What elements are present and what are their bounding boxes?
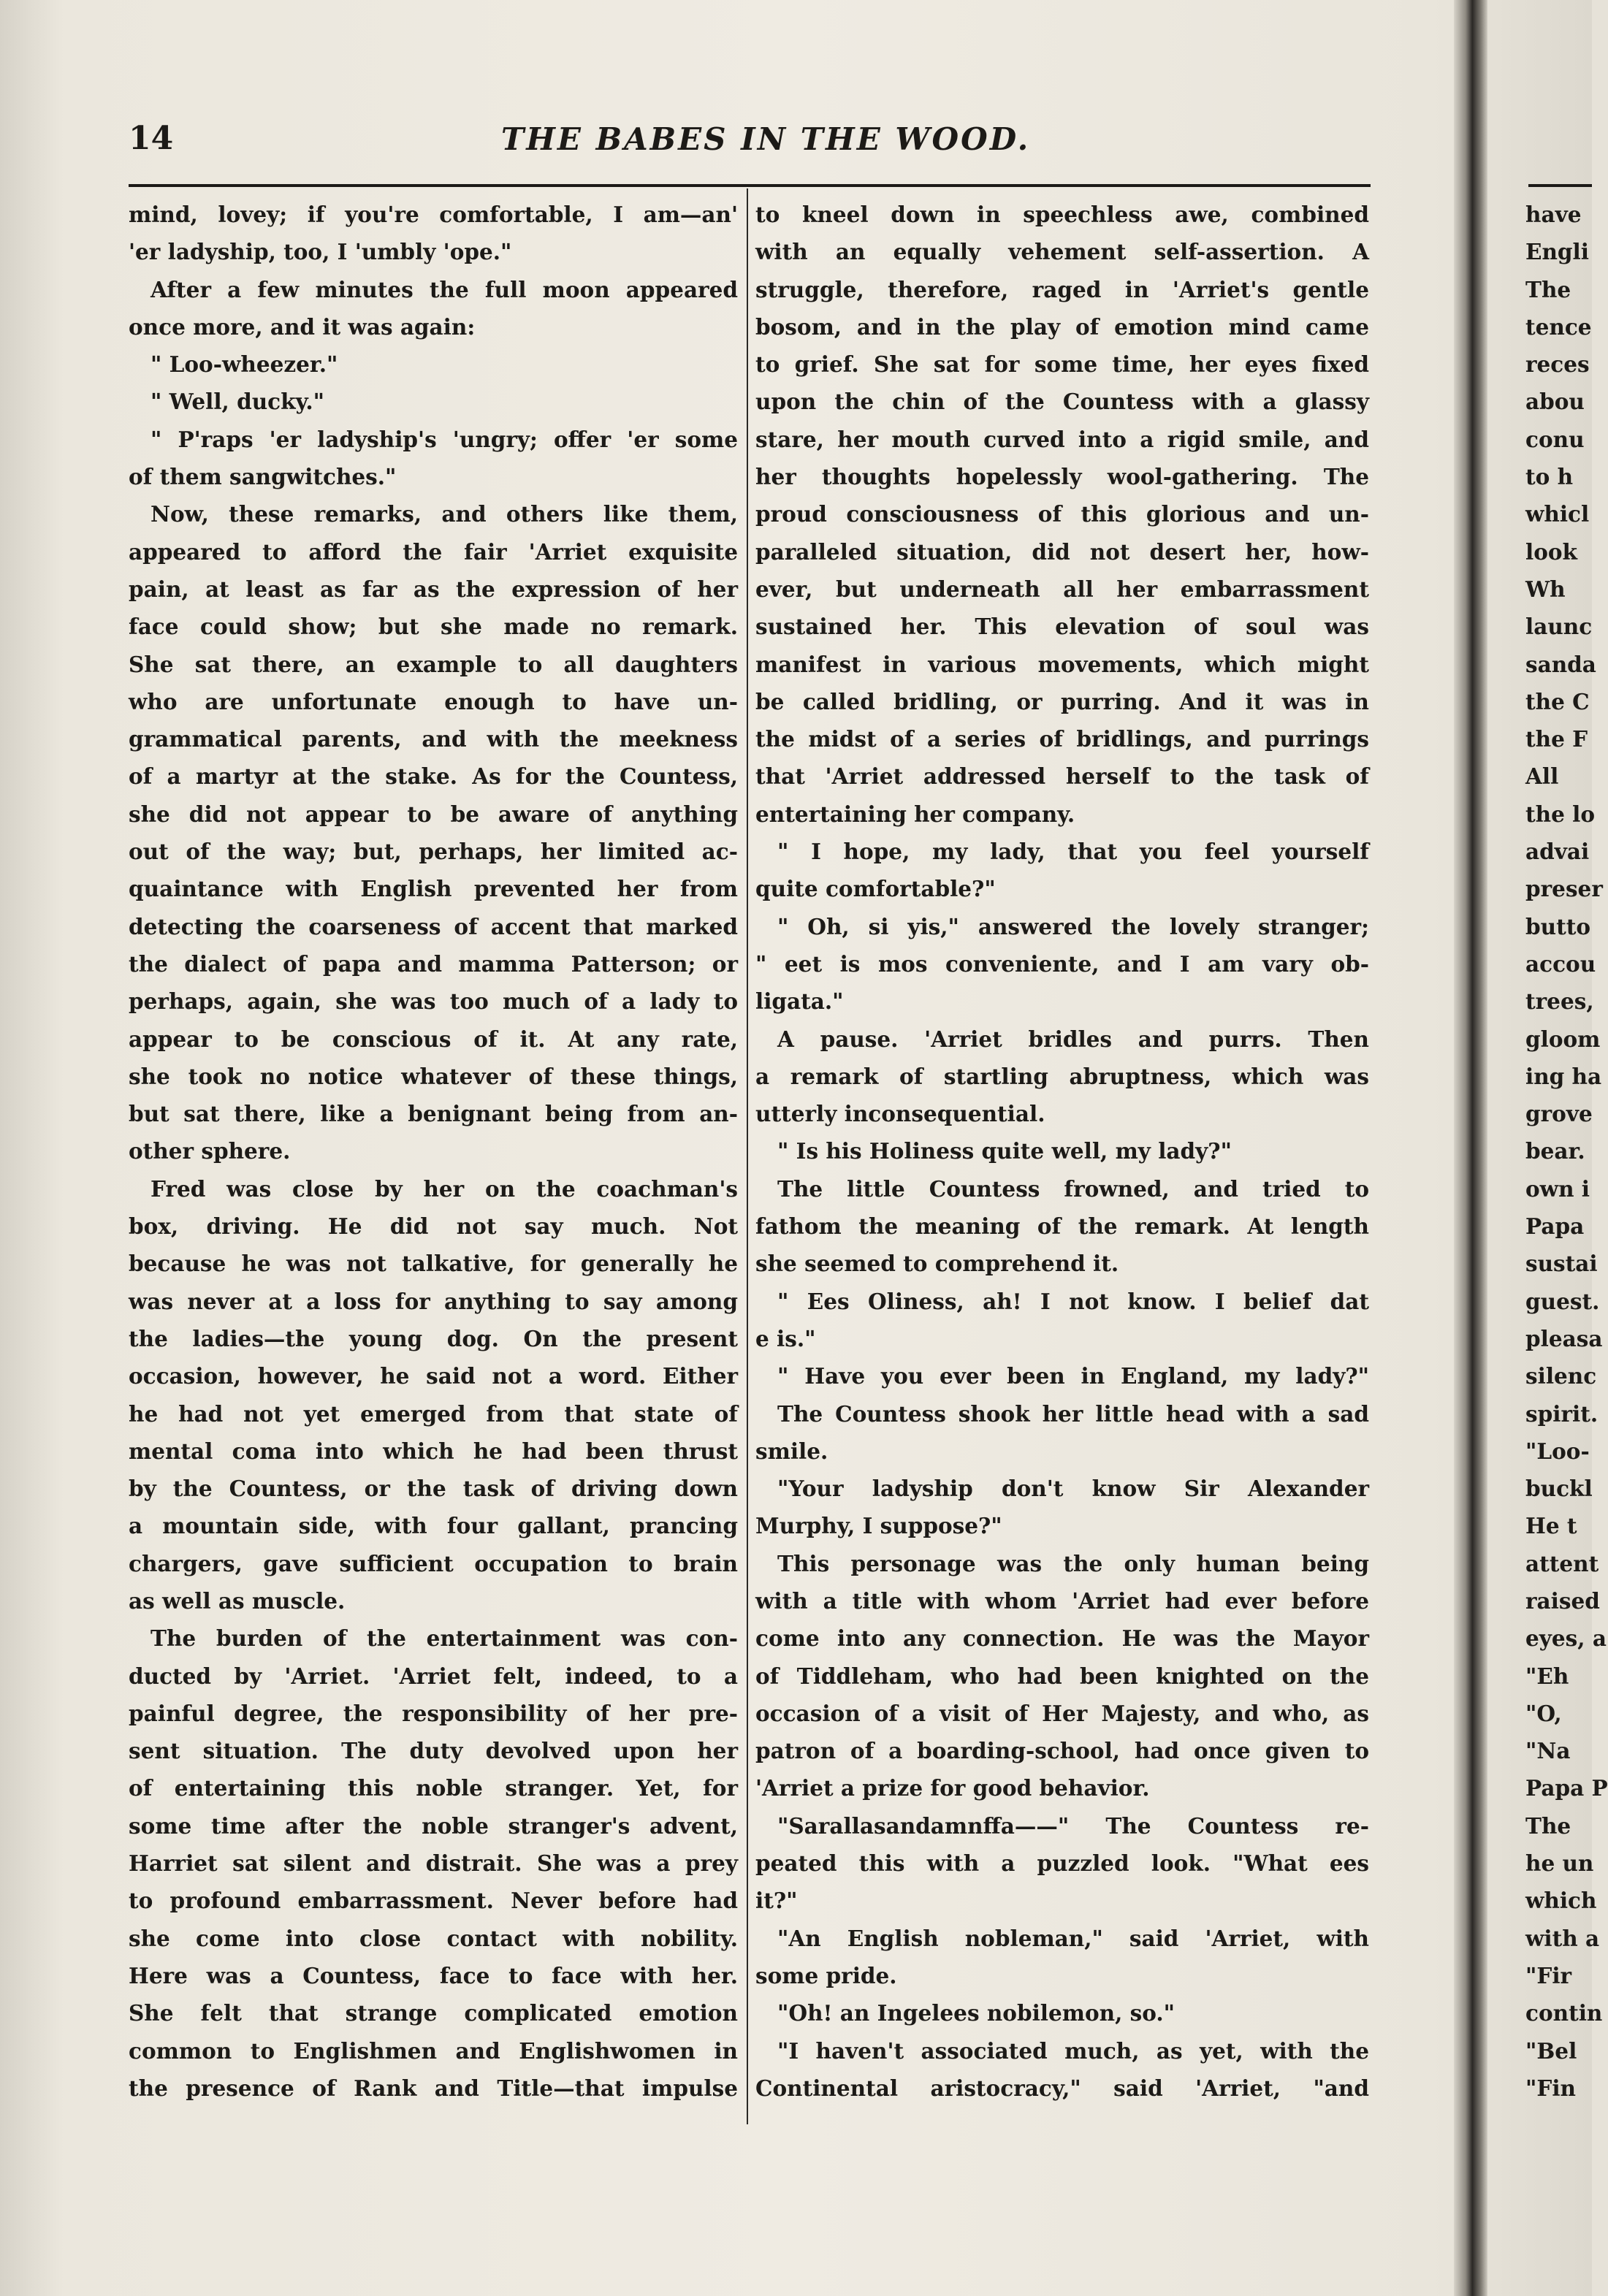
text-line: occasion, however, he said not a word. Either	[129, 1363, 738, 1389]
text-line: " eet is mos conveniente, and I am vary ob-	[755, 950, 1369, 977]
text-line: " Well, ducky."	[150, 389, 324, 415]
text-line: " I hope, my lady, that you feel yourself	[777, 839, 1369, 865]
text-line: who are unfortunate enough to have un-	[129, 688, 738, 714]
text-line: painful degree, the responsibility of her pre-	[129, 1700, 738, 1726]
text-line: with a title with whom 'Arriet had ever before	[755, 1587, 1369, 1614]
text-line: mind, lovey; if you're comfortable, I am—an'	[129, 202, 738, 227]
facing-page-line-fragment: tence	[1525, 313, 1592, 340]
facing-page-line-fragment: Engli	[1525, 239, 1589, 265]
text-line: A pause. 'Arriet bridles and purrs. Then	[777, 1026, 1369, 1052]
facing-page-line-fragment: "Na	[1525, 1738, 1571, 1764]
text-line: bosom, and in the play of emotion mind came	[755, 313, 1369, 340]
text-line: The burden of the entertainment was con-	[150, 1625, 738, 1652]
text-line: but sat there, like a benignant being from an-	[129, 1101, 738, 1127]
text-line: her thoughts hopelessly wool-gathering. The	[755, 464, 1369, 490]
text-line: occasion of a visit of Her Majesty, and who, as	[755, 1700, 1369, 1726]
facing-page-line-fragment: "Loo-	[1525, 1438, 1590, 1464]
text-line: Murphy, I suppose?"	[755, 1513, 1002, 1539]
text-line: After a few minutes the full moon appeared	[150, 276, 738, 302]
text-line: of a martyr at the stake. As for the Countess,	[129, 763, 738, 790]
text-line: common to Englishmen and Englishwomen in	[129, 2037, 738, 2064]
text-line: " P'raps 'er ladyship's 'ungry; offer 'er some	[150, 426, 738, 452]
text-line: of them sangwitches."	[129, 464, 397, 490]
facing-page-line-fragment: silenc	[1525, 1363, 1597, 1389]
text-line: pain, at least as far as the expression of her	[129, 576, 738, 602]
facing-page-line-fragment: reces	[1525, 351, 1590, 378]
text-line: Fred was close by her on the coachman's	[150, 1175, 738, 1202]
facing-page-line-fragment: "O,	[1525, 1700, 1562, 1726]
facing-page-line-fragment: "Fin	[1525, 2075, 1576, 2101]
header-rule	[129, 184, 1371, 187]
text-line: The Countess shook her little head with a sad	[777, 1400, 1369, 1427]
text-line: entertaining her company.	[755, 801, 1075, 827]
text-line: "An English nobleman," said 'Arriet, with	[777, 1925, 1369, 1951]
text-line: to grief. She sat for some time, her eyes fixed	[755, 351, 1369, 378]
page-number: 14	[129, 120, 174, 157]
text-line: ligata."	[755, 988, 844, 1015]
facing-page-line-fragment: Papa	[1525, 1213, 1585, 1240]
facing-page-line-fragment: which	[1525, 1888, 1597, 1914]
text-line: other sphere.	[129, 1138, 291, 1164]
text-line: a mountain side, with four gallant, prancing	[129, 1513, 738, 1539]
facing-page-line-fragment: butto	[1525, 913, 1591, 939]
facing-page-line-fragment: eyes, a	[1525, 1625, 1607, 1652]
facing-page-line-fragment: launc	[1525, 614, 1593, 640]
text-line: manifest in various movements, which might	[755, 651, 1369, 677]
text-line: This personage was the only human being	[777, 1550, 1369, 1576]
book-gutter	[1454, 0, 1487, 2296]
text-line: grammatical parents, and with the meekness	[129, 726, 738, 752]
text-line: The little Countess frowned, and tried to	[777, 1175, 1369, 1202]
text-line: some time after the noble stranger's advent,	[129, 1812, 738, 1839]
facing-page-line-fragment: "Bel	[1525, 2037, 1577, 2064]
text-line: 'Arriet a prize for good behavior.	[755, 1775, 1150, 1801]
facing-page-line-fragment: All	[1525, 763, 1559, 790]
text-line: upon the chin of the Countess with a glassy	[755, 389, 1369, 415]
text-line: a remark of startling abruptness, which was	[755, 1063, 1369, 1089]
facing-page-line-fragment: contin	[1525, 2000, 1603, 2026]
text-line: stare, her mouth curved into a rigid smile, and	[755, 426, 1369, 452]
text-line: the dialect of papa and mamma Patterson; or	[129, 950, 738, 977]
facing-page-line-fragment: buckl	[1525, 1476, 1593, 1502]
text-line: she seemed to comprehend it.	[755, 1251, 1119, 1277]
text-line: was never at a loss for anything to say among	[129, 1288, 738, 1314]
text-line: mental coma into which he had been thrust	[129, 1438, 738, 1464]
text-line: Harriet sat silent and distrait. She was a prey	[129, 1850, 738, 1877]
text-line: box, driving. He did not say much. Not	[129, 1213, 738, 1240]
text-line: the midst of a series of bridlings, and purrings	[755, 726, 1369, 752]
text-line: appear to be conscious of it. At any rate,	[129, 1026, 738, 1052]
facing-page-line-fragment: pleasa	[1525, 1325, 1603, 1351]
text-line: paralleled situation, did not desert her, how-	[755, 538, 1369, 565]
text-line: as well as muscle.	[129, 1587, 346, 1614]
facing-page-line-fragment: to h	[1525, 464, 1574, 490]
facing-page-line-fragment: sanda	[1525, 651, 1596, 677]
right-text-column	[755, 196, 1369, 2139]
facing-page-line-fragment: own i	[1525, 1175, 1590, 1202]
text-line: quite comfortable?"	[755, 876, 996, 902]
text-line: the presence of Rank and Title—that impulse	[129, 2075, 738, 2101]
text-line: patron of a boarding-school, had once given to	[755, 1738, 1369, 1764]
text-line: by the Countess, or the task of driving down	[129, 1476, 738, 1502]
text-line: some pride.	[755, 1962, 897, 1988]
text-line: that 'Arriet addressed herself to the task of	[755, 763, 1369, 790]
facing-page-line-fragment: gloom	[1525, 1026, 1601, 1052]
text-line: once more, and it was again:	[129, 313, 476, 340]
text-line: be called bridling, or purring. And it was in	[755, 688, 1369, 714]
text-line: utterly inconsequential.	[755, 1101, 1045, 1127]
facing-page-line-fragment: grove	[1525, 1101, 1593, 1127]
text-line: perhaps, again, she was too much of a lady to	[129, 988, 738, 1015]
text-line: " Is his Holiness quite well, my lady?"	[777, 1138, 1232, 1164]
text-line: of entertaining this noble stranger. Yet, for	[129, 1775, 738, 1801]
text-line: Now, these remarks, and others like them,	[150, 501, 738, 527]
text-line: fathom the meaning of the remark. At length	[755, 1213, 1369, 1240]
text-line: sustained her. This elevation of soul was	[755, 614, 1369, 640]
facing-page-line-fragment: He t	[1525, 1513, 1577, 1539]
text-line: " Loo-wheezer."	[150, 351, 338, 378]
facing-page-line-fragment: The	[1525, 1812, 1571, 1839]
text-line: detecting the coarseness of accent that marked	[129, 913, 738, 939]
text-line: e is."	[755, 1325, 816, 1351]
facing-page-line-fragment: advai	[1525, 839, 1590, 865]
facing-page-line-fragment: attent	[1525, 1550, 1599, 1576]
facing-page-line-fragment: guest.	[1525, 1288, 1600, 1314]
facing-page-header-rule	[1528, 184, 1592, 187]
text-line: face could show; but she made no remark.	[129, 614, 738, 640]
text-line: ever, but underneath all her embarrassment	[755, 576, 1369, 602]
text-line: because he was not talkative, for generally he	[129, 1251, 738, 1277]
left-text-column	[129, 196, 738, 2139]
text-line: quaintance with English prevented her from	[129, 876, 738, 902]
facing-page-line-fragment: conu	[1525, 426, 1585, 452]
text-line: sent situation. The duty devolved upon her	[129, 1738, 738, 1764]
text-line: she did not appear to be aware of anything	[129, 801, 738, 827]
text-line: appeared to afford the fair 'Arriet exquisite	[129, 538, 738, 565]
running-title: THE BABES IN THE WOOD.	[501, 121, 1031, 157]
text-line: "Oh! an Ingelees nobilemon, so."	[777, 2000, 1175, 2026]
text-line: smile.	[755, 1438, 828, 1464]
text-line: "Your ladyship don't know Sir Alexander	[777, 1476, 1369, 1502]
facing-page-line-fragment: spirit.	[1525, 1400, 1599, 1427]
text-line: proud consciousness of this glorious and un-	[755, 501, 1369, 527]
text-line: it?"	[755, 1888, 798, 1914]
facing-page-line-fragment: accou	[1525, 950, 1596, 977]
text-line: with an equally vehement self-assertion. A	[755, 239, 1369, 265]
text-line: " Oh, si yis," answered the lovely stranger;	[777, 913, 1369, 939]
text-line: peated this with a puzzled look. "What ees	[755, 1850, 1369, 1877]
facing-page-line-fragment: with a	[1525, 1925, 1600, 1951]
facing-page-line-fragment: trees,	[1525, 988, 1594, 1015]
text-line: she come into close contact with nobility.	[129, 1925, 738, 1951]
facing-page-line-fragment: Papa P	[1525, 1775, 1608, 1801]
text-line: 'er ladyship, too, I 'umbly 'ope."	[129, 239, 512, 265]
text-line: come into any connection. He was the Mayor	[755, 1625, 1369, 1652]
facing-page-line-fragment: the F	[1525, 726, 1588, 752]
text-line: Continental aristocracy," said 'Arriet, "and	[755, 2075, 1369, 2101]
text-line: to kneel down in speechless awe, combined	[755, 202, 1369, 227]
facing-page-line-fragment: The	[1525, 276, 1571, 302]
page-header	[129, 117, 1371, 161]
facing-page-line-fragment: "Fir	[1525, 1962, 1572, 1988]
text-line: " Have you ever been in England, my lady?"	[777, 1363, 1369, 1389]
text-line: he had not yet emerged from that state of	[129, 1400, 738, 1427]
text-line: " Ees Oliness, ah! I not know. I belief dat	[777, 1288, 1369, 1314]
text-line: "Sarallasandamnffa——" The Countess re-	[777, 1812, 1369, 1839]
facing-page-line-fragment: preser	[1525, 876, 1603, 902]
facing-page-line-fragment: bear.	[1525, 1138, 1585, 1164]
text-line: ducted by 'Arriet. 'Arriet felt, indeed, to a	[129, 1663, 738, 1689]
facing-page-line-fragment: the lo	[1525, 801, 1595, 827]
facing-page-line-fragment: sustai	[1525, 1251, 1598, 1277]
facing-page-line-fragment: ing ha	[1525, 1063, 1602, 1089]
facing-page-text-column	[1525, 196, 1608, 2139]
facing-page-line-fragment: he un	[1525, 1850, 1594, 1877]
text-line: She sat there, an example to all daughters	[129, 651, 738, 677]
text-line: of Tiddleham, who had been knighted on the	[755, 1663, 1369, 1689]
facing-page-line-fragment: Wh	[1525, 576, 1566, 602]
text-line: she took no notice whatever of these things,	[129, 1063, 738, 1089]
text-line: "I haven't associated much, as yet, with the	[777, 2037, 1369, 2064]
text-line: chargers, gave sufficient occupation to brain	[129, 1550, 738, 1576]
text-line: the ladies—the young dog. On the present	[129, 1325, 738, 1351]
text-line: Here was a Countess, face to face with her.	[129, 1962, 738, 1988]
facing-page-line-fragment: raised	[1525, 1587, 1600, 1614]
facing-page-line-fragment: "Eh	[1525, 1663, 1569, 1689]
facing-page-line-fragment: abou	[1525, 389, 1585, 415]
facing-page-line-fragment: have	[1525, 202, 1582, 227]
facing-page-line-fragment: the C	[1525, 688, 1590, 714]
text-line: to profound embarrassment. Never before had	[129, 1888, 738, 1914]
facing-page-line-fragment: whicl	[1525, 501, 1590, 527]
facing-page-line-fragment: look	[1525, 538, 1577, 565]
text-line: out of the way; but, perhaps, her limited ac-	[129, 839, 738, 865]
column-divider	[747, 188, 748, 2124]
text-line: She felt that strange complicated emotion	[129, 2000, 738, 2026]
text-line: struggle, therefore, raged in 'Arriet's gentle	[755, 276, 1369, 302]
